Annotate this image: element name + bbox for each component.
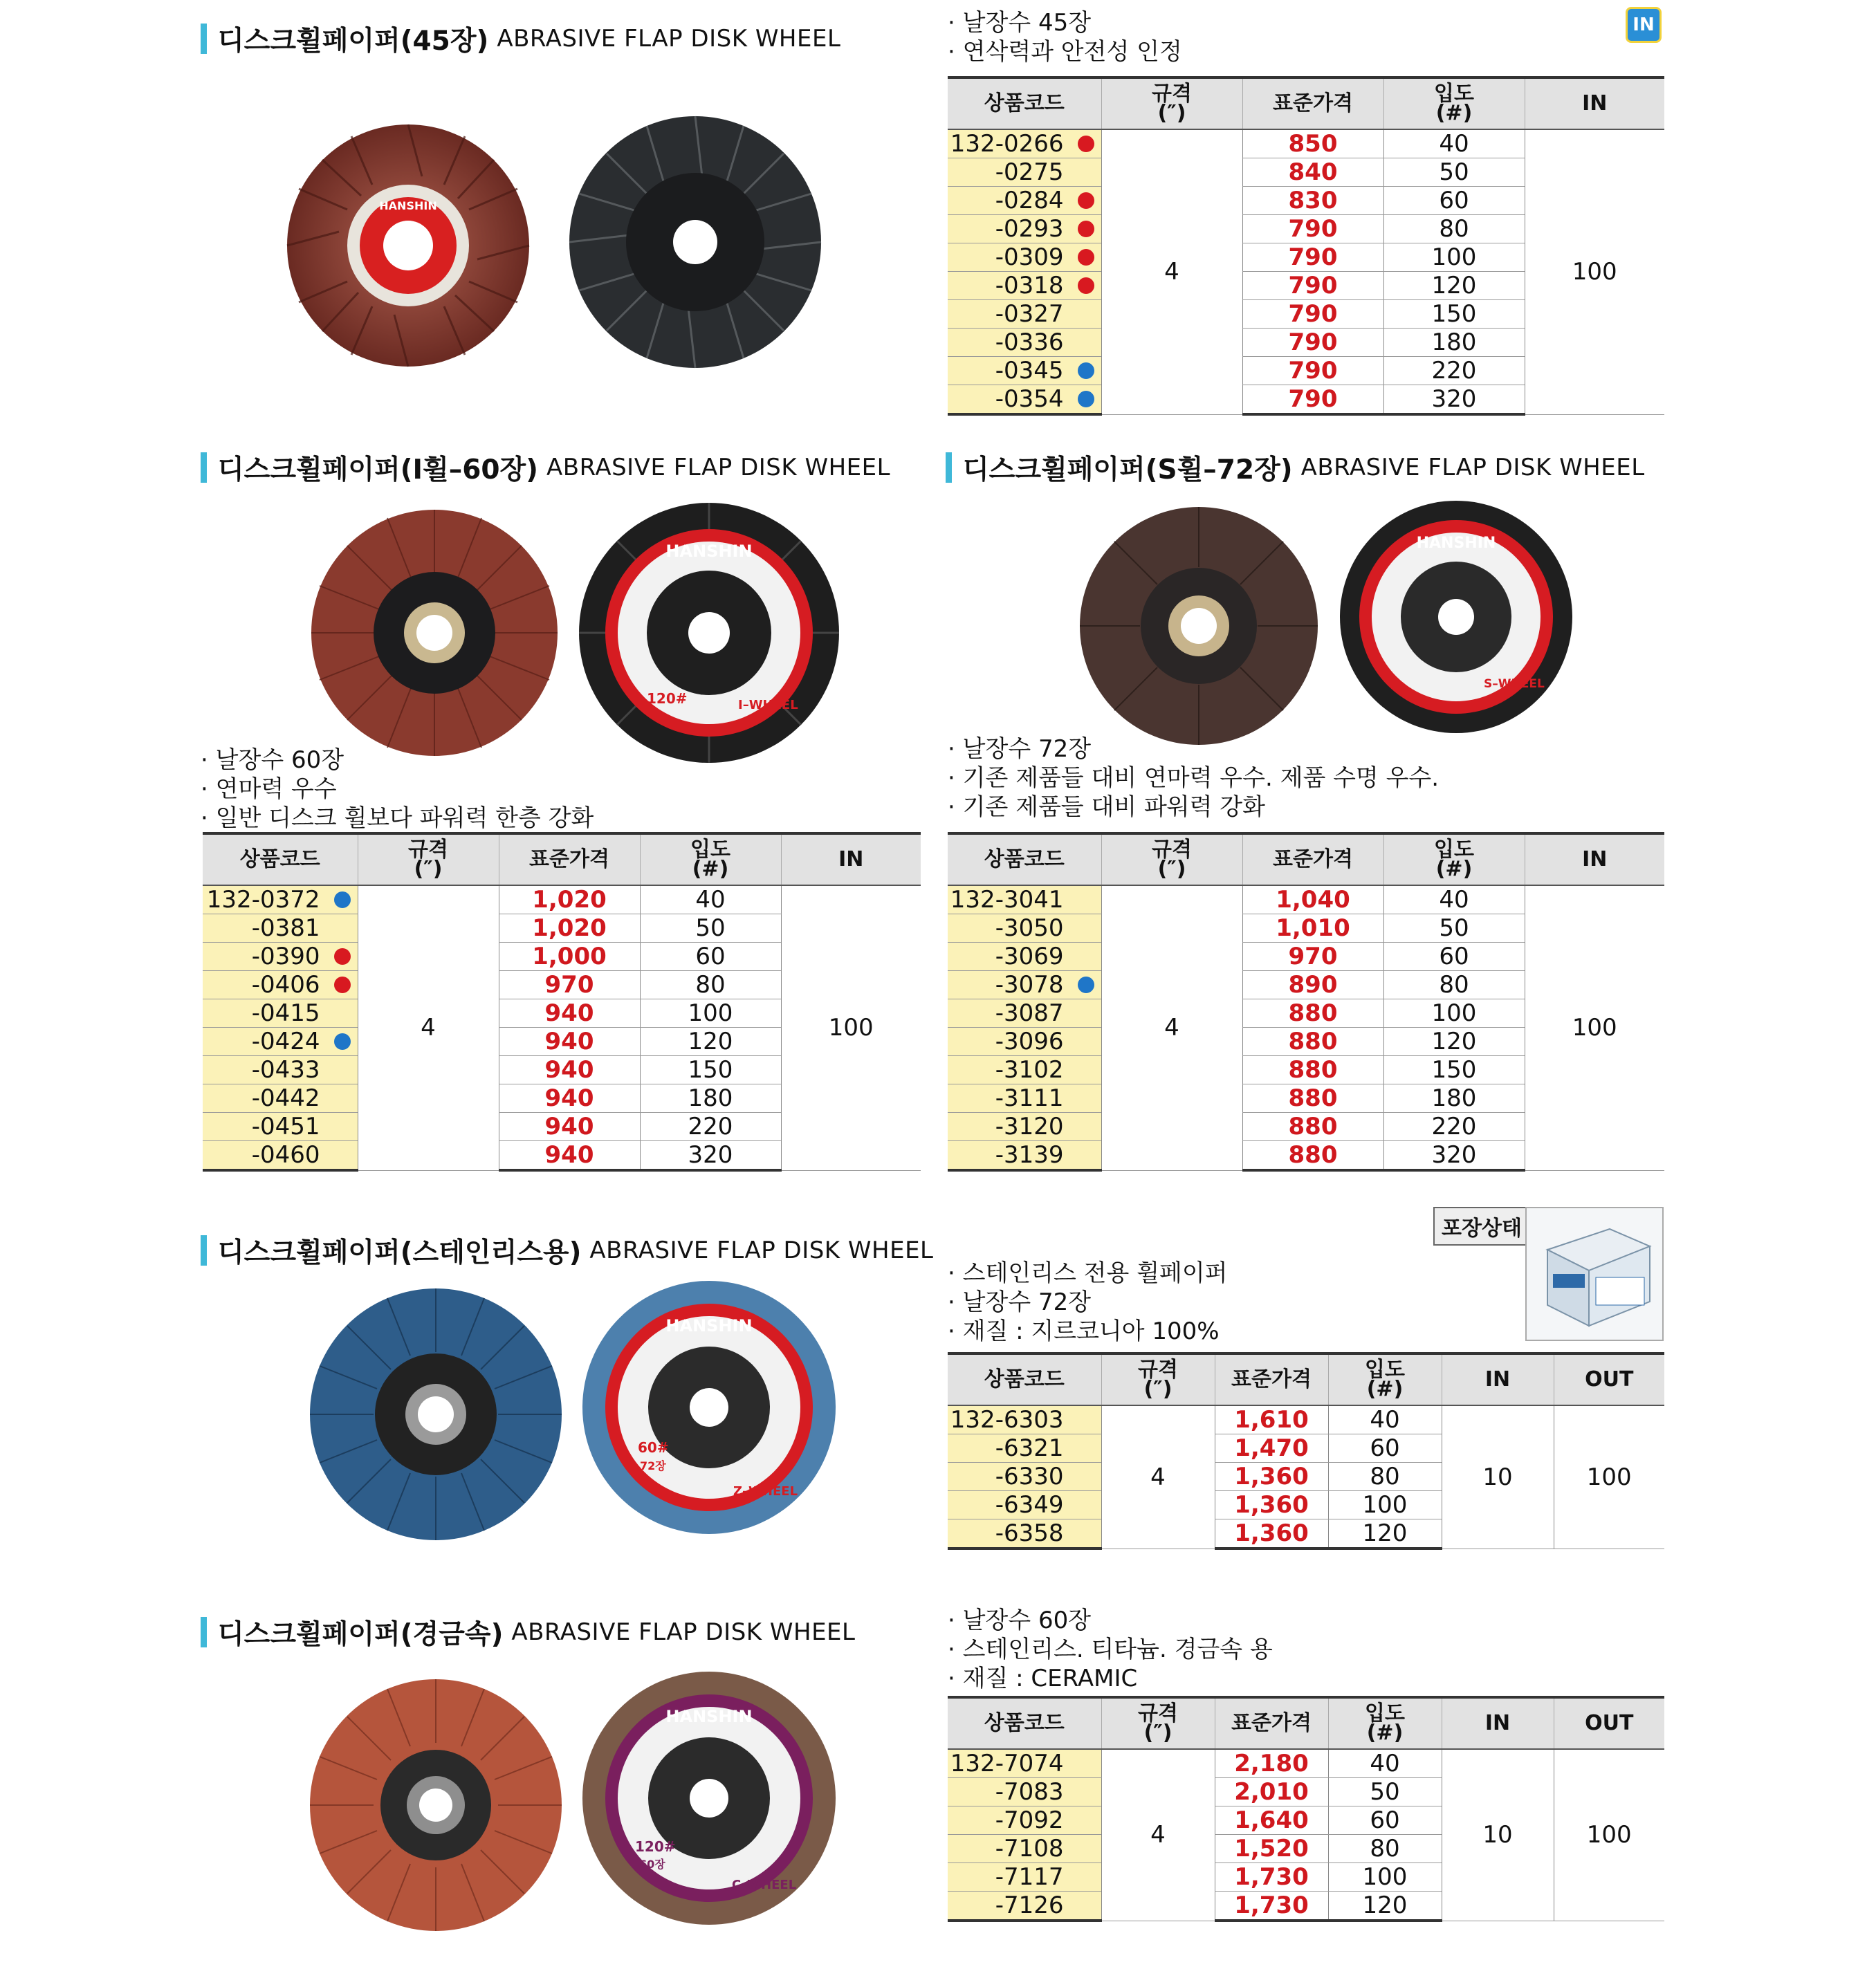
header-size: 규격 (″) bbox=[1101, 1697, 1215, 1749]
section-title-light-metal bbox=[201, 1613, 855, 1652]
grit-cell: 60 bbox=[640, 943, 781, 971]
title-accent-bar bbox=[201, 24, 207, 54]
header-price: 표준가격 bbox=[1215, 1353, 1328, 1405]
svg-text:Z–WHEEL: Z–WHEEL bbox=[733, 1484, 798, 1499]
svg-text:HANSHIN: HANSHIN bbox=[1416, 535, 1496, 552]
spec-table-i-wheel bbox=[203, 832, 921, 1172]
header-in: IN bbox=[1442, 1697, 1554, 1749]
flap-wheel-45-red-image bbox=[284, 121, 533, 370]
bullet-item: · 기존 제품들 대비 파워력 강화 bbox=[948, 793, 1439, 822]
header-in: IN bbox=[1525, 77, 1664, 129]
in-cell: 100 bbox=[1525, 885, 1664, 1170]
price-cell: 1,730 bbox=[1215, 1892, 1328, 1921]
red-dot-icon bbox=[1078, 249, 1094, 266]
flap-wheel-ceramic-label-image bbox=[581, 1670, 837, 1926]
product-code: -0318 bbox=[948, 272, 1101, 300]
price-cell: 1,610 bbox=[1215, 1405, 1328, 1434]
grit-cell: 40 bbox=[1328, 1405, 1442, 1434]
price-cell: 1,470 bbox=[1215, 1434, 1328, 1463]
bullet-item: · 연마력 우수 bbox=[201, 775, 594, 804]
header-size: 규격 (″) bbox=[1101, 77, 1242, 129]
product-code: -0390 bbox=[203, 943, 358, 971]
product-code: -0460 bbox=[203, 1141, 358, 1171]
header-in: IN bbox=[1525, 833, 1664, 885]
price-cell: 2,180 bbox=[1215, 1749, 1328, 1778]
title-korean: 디스크휠페이퍼(스테인리스용) bbox=[218, 1237, 582, 1268]
grit-cell: 220 bbox=[1383, 1113, 1525, 1141]
grit-cell: 180 bbox=[1383, 329, 1525, 357]
package-box-image bbox=[1525, 1207, 1664, 1341]
grit-cell: 120 bbox=[1328, 1519, 1442, 1549]
bullet-item: · 스테인리스 전용 휠페이퍼 bbox=[948, 1259, 1228, 1288]
grit-cell: 100 bbox=[1328, 1863, 1442, 1892]
header-in: IN bbox=[1442, 1353, 1554, 1405]
product-code: -3139 bbox=[948, 1141, 1101, 1171]
size-cell: 4 bbox=[1101, 885, 1242, 1170]
in-cell: 100 bbox=[781, 885, 921, 1170]
section-title-stainless bbox=[201, 1231, 934, 1270]
svg-text:120#: 120# bbox=[635, 1838, 676, 1855]
grit-cell: 220 bbox=[640, 1113, 781, 1141]
product-code: -3087 bbox=[948, 999, 1101, 1028]
price-cell: 790 bbox=[1242, 357, 1383, 385]
blue-dot-icon bbox=[1078, 362, 1094, 379]
grit-cell: 100 bbox=[1328, 1491, 1442, 1519]
header-code: 상품코드 bbox=[948, 1697, 1101, 1749]
price-cell: 790 bbox=[1242, 215, 1383, 243]
section-title-s-wheel bbox=[946, 448, 1645, 487]
price-cell: 790 bbox=[1242, 300, 1383, 329]
price-cell: 790 bbox=[1242, 243, 1383, 272]
product-code: -7083 bbox=[948, 1778, 1101, 1806]
table-row bbox=[948, 1405, 1664, 1434]
product-code: 132-6303 bbox=[948, 1405, 1101, 1434]
header-price: 표준가격 bbox=[1242, 77, 1383, 129]
header-grit: 입도 (#) bbox=[640, 833, 781, 885]
grit-cell: 80 bbox=[1383, 215, 1525, 243]
out-cell: 100 bbox=[1554, 1405, 1664, 1549]
price-cell: 880 bbox=[1242, 1028, 1383, 1056]
product-code: -0451 bbox=[203, 1113, 358, 1141]
header-grit: 입도 (#) bbox=[1328, 1697, 1442, 1749]
blue-dot-icon bbox=[1078, 391, 1094, 407]
grit-cell: 120 bbox=[1328, 1892, 1442, 1921]
table-header-row bbox=[203, 833, 921, 885]
bullet-item: · 날장수 60장 bbox=[948, 1606, 1273, 1635]
bullet-item: · 날장수 72장 bbox=[948, 1288, 1228, 1317]
grit-cell: 100 bbox=[1383, 999, 1525, 1028]
product-code: -3111 bbox=[948, 1084, 1101, 1113]
svg-text:HANSHIN: HANSHIN bbox=[665, 1707, 753, 1726]
header-grit: 입도 (#) bbox=[1383, 77, 1525, 129]
price-cell: 940 bbox=[499, 1113, 640, 1141]
title-korean: 디스크휠페이퍼(S휠–72장) bbox=[963, 454, 1293, 486]
grit-cell: 60 bbox=[1383, 187, 1525, 215]
size-cell: 4 bbox=[1101, 1405, 1215, 1549]
product-code: -3096 bbox=[948, 1028, 1101, 1056]
product-code: -3120 bbox=[948, 1113, 1101, 1141]
product-code: -0284 bbox=[948, 187, 1101, 215]
section-title-45 bbox=[201, 19, 840, 58]
size-cell: 4 bbox=[1101, 1749, 1215, 1921]
table-header-row bbox=[948, 77, 1664, 129]
price-cell: 1,020 bbox=[499, 885, 640, 914]
price-cell: 1,640 bbox=[1215, 1806, 1328, 1835]
svg-text:C–WHEEL: C–WHEEL bbox=[732, 1878, 797, 1892]
grit-cell: 50 bbox=[1383, 914, 1525, 943]
price-cell: 880 bbox=[1242, 999, 1383, 1028]
grit-cell: 40 bbox=[1383, 129, 1525, 158]
grit-cell: 150 bbox=[1383, 300, 1525, 329]
in-badge-icon: IN bbox=[1626, 7, 1662, 43]
product-code: -0406 bbox=[203, 971, 358, 999]
flap-wheel-stainless-front-image bbox=[308, 1286, 564, 1542]
svg-text:HANSHIN: HANSHIN bbox=[665, 542, 753, 561]
blue-dot-icon bbox=[1078, 977, 1094, 993]
red-dot-icon bbox=[334, 977, 351, 993]
product-code: -0354 bbox=[948, 385, 1101, 415]
table-row bbox=[948, 885, 1664, 914]
grit-cell: 150 bbox=[1383, 1056, 1525, 1084]
svg-text:S–WHEEL: S–WHEEL bbox=[1484, 677, 1545, 691]
price-cell: 1,360 bbox=[1215, 1491, 1328, 1519]
bullet-item: · 연삭력과 안전성 인정 bbox=[948, 37, 1182, 66]
grit-cell: 40 bbox=[1383, 885, 1525, 914]
red-dot-icon bbox=[1078, 136, 1094, 152]
title-accent-bar bbox=[201, 1617, 207, 1647]
price-cell: 880 bbox=[1242, 1141, 1383, 1171]
grit-cell: 120 bbox=[1383, 1028, 1525, 1056]
table-row bbox=[948, 129, 1664, 158]
header-code: 상품코드 bbox=[948, 833, 1101, 885]
flap-wheel-s-front-image bbox=[1078, 505, 1320, 747]
table-row bbox=[948, 1749, 1664, 1778]
table-header-row bbox=[948, 833, 1664, 885]
price-cell: 1,730 bbox=[1215, 1863, 1328, 1892]
grit-cell: 50 bbox=[640, 914, 781, 943]
svg-text:60#: 60# bbox=[638, 1439, 669, 1456]
flap-wheel-i-front-image bbox=[310, 508, 559, 757]
product-code: 132-7074 bbox=[948, 1749, 1101, 1778]
product-code: -3069 bbox=[948, 943, 1101, 971]
grit-cell: 80 bbox=[1383, 971, 1525, 999]
header-out: OUT bbox=[1554, 1697, 1664, 1749]
price-cell: 790 bbox=[1242, 329, 1383, 357]
price-cell: 840 bbox=[1242, 158, 1383, 187]
price-cell: 970 bbox=[1242, 943, 1383, 971]
bullet-list-light-metal bbox=[948, 1606, 1273, 1693]
price-cell: 970 bbox=[499, 971, 640, 999]
grit-cell: 80 bbox=[1328, 1835, 1442, 1863]
title-english: ABRASIVE FLAP DISK WHEEL bbox=[497, 25, 841, 53]
flap-wheel-i-label-image bbox=[578, 501, 840, 764]
grit-cell: 80 bbox=[1328, 1463, 1442, 1491]
bullet-list-i-wheel bbox=[201, 746, 594, 833]
grit-cell: 320 bbox=[1383, 385, 1525, 415]
product-code: -0309 bbox=[948, 243, 1101, 272]
header-code: 상품코드 bbox=[948, 77, 1101, 129]
title-english: ABRASIVE FLAP DISK WHEEL bbox=[589, 1237, 934, 1264]
header-size: 규격 (″) bbox=[1101, 833, 1242, 885]
title-english: ABRASIVE FLAP DISK WHEEL bbox=[546, 454, 891, 481]
product-code: -0327 bbox=[948, 300, 1101, 329]
product-code: -3078 bbox=[948, 971, 1101, 999]
product-code: -6330 bbox=[948, 1463, 1101, 1491]
grit-cell: 40 bbox=[1328, 1749, 1442, 1778]
title-accent-bar bbox=[201, 1235, 207, 1266]
blue-dot-icon bbox=[334, 1033, 351, 1050]
spec-table-45 bbox=[948, 76, 1664, 416]
grit-cell: 50 bbox=[1383, 158, 1525, 187]
grit-cell: 60 bbox=[1383, 943, 1525, 971]
bullet-item: · 날장수 72장 bbox=[948, 734, 1439, 764]
section-title-i-wheel bbox=[201, 448, 890, 487]
header-in: IN bbox=[781, 833, 921, 885]
header-grit: 입도 (#) bbox=[1383, 833, 1525, 885]
size-cell: 4 bbox=[358, 885, 499, 1170]
grit-cell: 150 bbox=[640, 1056, 781, 1084]
bullet-list-45 bbox=[948, 8, 1182, 66]
spec-table-light-metal bbox=[948, 1696, 1664, 1922]
grit-cell: 320 bbox=[1383, 1141, 1525, 1171]
red-dot-icon bbox=[1078, 277, 1094, 294]
grit-cell: 50 bbox=[1328, 1778, 1442, 1806]
flap-wheel-ceramic-front-image bbox=[308, 1677, 564, 1933]
header-price: 표준가격 bbox=[1242, 833, 1383, 885]
bullet-item: · 재질 : CERAMIC bbox=[948, 1664, 1273, 1693]
grit-cell: 220 bbox=[1383, 357, 1525, 385]
product-code: -7108 bbox=[948, 1835, 1101, 1863]
grit-cell: 60 bbox=[1328, 1434, 1442, 1463]
spec-table-s-wheel bbox=[948, 832, 1664, 1172]
header-grit: 입도 (#) bbox=[1328, 1353, 1442, 1405]
table-header-row bbox=[948, 1697, 1664, 1749]
product-code: 132-3041 bbox=[948, 885, 1101, 914]
grit-cell: 100 bbox=[1383, 243, 1525, 272]
price-cell: 1,000 bbox=[499, 943, 640, 971]
product-code: -6321 bbox=[948, 1434, 1101, 1463]
price-cell: 830 bbox=[1242, 187, 1383, 215]
product-code: 132-0266 bbox=[948, 129, 1101, 158]
grit-cell: 180 bbox=[640, 1084, 781, 1113]
price-cell: 1,520 bbox=[1215, 1835, 1328, 1863]
product-code: -7092 bbox=[948, 1806, 1101, 1835]
product-code: 132-0372 bbox=[203, 885, 358, 914]
header-size: 규격 (″) bbox=[1101, 1353, 1215, 1405]
grit-cell: 100 bbox=[640, 999, 781, 1028]
bullet-item: · 날장수 60장 bbox=[201, 746, 594, 775]
header-size: 규격 (″) bbox=[358, 833, 499, 885]
packaging-label: 포장상태 bbox=[1433, 1207, 1530, 1246]
price-cell: 880 bbox=[1242, 1056, 1383, 1084]
product-code: -0293 bbox=[948, 215, 1101, 243]
table-row bbox=[203, 885, 921, 914]
price-cell: 940 bbox=[499, 1056, 640, 1084]
table-header-row bbox=[948, 1353, 1664, 1405]
bullet-list-stainless bbox=[948, 1259, 1228, 1346]
price-cell: 880 bbox=[1242, 1113, 1383, 1141]
title-korean: 디스크휠페이퍼(경금속) bbox=[218, 1619, 504, 1650]
price-cell: 790 bbox=[1242, 272, 1383, 300]
in-cell: 100 bbox=[1525, 129, 1664, 414]
svg-text:60장: 60장 bbox=[639, 1858, 665, 1871]
grit-cell: 40 bbox=[640, 885, 781, 914]
price-cell: 880 bbox=[1242, 1084, 1383, 1113]
bullet-item: · 기존 제품들 대비 연마력 우수. 제품 수명 우수. bbox=[948, 764, 1439, 793]
bullet-item: · 날장수 45장 bbox=[948, 8, 1182, 37]
grit-cell: 120 bbox=[1383, 272, 1525, 300]
title-accent-bar bbox=[201, 452, 207, 483]
price-cell: 890 bbox=[1242, 971, 1383, 999]
price-cell: 790 bbox=[1242, 385, 1383, 415]
svg-text:I–WHEEL: I–WHEEL bbox=[738, 698, 798, 712]
price-cell: 940 bbox=[499, 1141, 640, 1171]
product-code: -0424 bbox=[203, 1028, 358, 1056]
grit-cell: 80 bbox=[640, 971, 781, 999]
price-cell: 1,360 bbox=[1215, 1463, 1328, 1491]
product-code: -0415 bbox=[203, 999, 358, 1028]
svg-text:HANSHIN: HANSHIN bbox=[665, 1316, 753, 1335]
header-code: 상품코드 bbox=[948, 1353, 1101, 1405]
price-cell: 2,010 bbox=[1215, 1778, 1328, 1806]
product-code: -0336 bbox=[948, 329, 1101, 357]
price-cell: 940 bbox=[499, 1028, 640, 1056]
blue-dot-icon bbox=[334, 891, 351, 908]
price-cell: 1,360 bbox=[1215, 1519, 1328, 1549]
product-code: -0442 bbox=[203, 1084, 358, 1113]
flap-wheel-stainless-label-image bbox=[581, 1279, 837, 1535]
product-code: -0345 bbox=[948, 357, 1101, 385]
flap-wheel-s-label-image bbox=[1339, 499, 1574, 734]
out-cell: 100 bbox=[1554, 1749, 1664, 1921]
size-cell: 4 bbox=[1101, 129, 1242, 414]
red-dot-icon bbox=[1078, 221, 1094, 237]
in-cell: 10 bbox=[1442, 1749, 1554, 1921]
svg-text:HANSHIN: HANSHIN bbox=[379, 199, 437, 212]
title-korean: 디스크휠페이퍼(I휠–60장) bbox=[218, 454, 538, 486]
title-korean: 디스크휠페이퍼(45장) bbox=[218, 26, 489, 57]
price-cell: 940 bbox=[499, 1084, 640, 1113]
product-code: -3102 bbox=[948, 1056, 1101, 1084]
bullet-item: · 스테인리스. 티타늄. 경금속 용 bbox=[948, 1635, 1273, 1664]
price-cell: 1,010 bbox=[1242, 914, 1383, 943]
svg-text:72장: 72장 bbox=[640, 1459, 666, 1472]
price-cell: 1,020 bbox=[499, 914, 640, 943]
product-code: -6349 bbox=[948, 1491, 1101, 1519]
bullet-item: · 일반 디스크 휠보다 파워력 한층 강화 bbox=[201, 804, 594, 833]
grit-cell: 180 bbox=[1383, 1084, 1525, 1113]
product-code: -0381 bbox=[203, 914, 358, 943]
product-code: -7126 bbox=[948, 1892, 1101, 1921]
bullet-list-s-wheel bbox=[948, 734, 1439, 822]
svg-text:120#: 120# bbox=[647, 690, 688, 707]
in-cell: 10 bbox=[1442, 1405, 1554, 1549]
product-code: -6358 bbox=[948, 1519, 1101, 1549]
flap-wheel-45-back-image bbox=[567, 114, 823, 370]
red-dot-icon bbox=[334, 948, 351, 965]
product-code: -0433 bbox=[203, 1056, 358, 1084]
price-cell: 850 bbox=[1242, 129, 1383, 158]
title-accent-bar bbox=[946, 452, 952, 483]
grit-cell: 120 bbox=[640, 1028, 781, 1056]
product-code: -0275 bbox=[948, 158, 1101, 187]
header-out: OUT bbox=[1554, 1353, 1664, 1405]
grit-cell: 320 bbox=[640, 1141, 781, 1171]
header-price: 표준가격 bbox=[1215, 1697, 1328, 1749]
spec-table-stainless bbox=[948, 1352, 1664, 1550]
header-code: 상품코드 bbox=[203, 833, 358, 885]
grit-cell: 60 bbox=[1328, 1806, 1442, 1835]
red-dot-icon bbox=[1078, 192, 1094, 209]
price-cell: 1,040 bbox=[1242, 885, 1383, 914]
header-price: 표준가격 bbox=[499, 833, 640, 885]
price-cell: 940 bbox=[499, 999, 640, 1028]
product-code: -7117 bbox=[948, 1863, 1101, 1892]
bullet-item: · 재질 : 지르코니아 100% bbox=[948, 1317, 1228, 1346]
product-code: -3050 bbox=[948, 914, 1101, 943]
title-english: ABRASIVE FLAP DISK WHEEL bbox=[1300, 454, 1645, 481]
title-english: ABRASIVE FLAP DISK WHEEL bbox=[511, 1618, 856, 1646]
